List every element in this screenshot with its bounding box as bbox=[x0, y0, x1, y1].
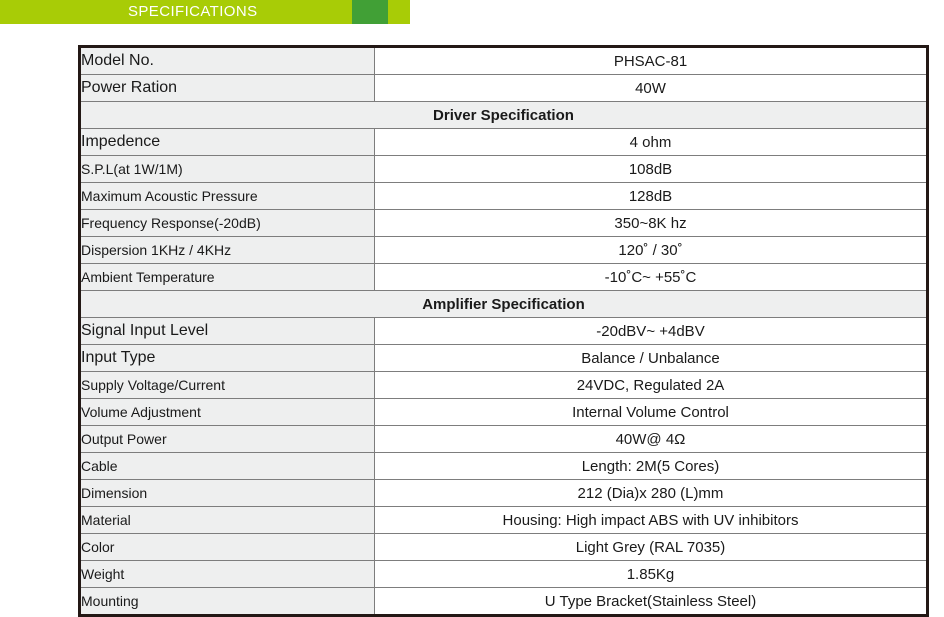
section-header-label: Amplifier Specification bbox=[80, 291, 928, 318]
spec-label: Weight bbox=[80, 561, 375, 588]
spec-label: Color bbox=[80, 534, 375, 561]
spec-value: Balance / Unbalance bbox=[375, 345, 928, 372]
table-row bbox=[80, 426, 928, 453]
spec-value: 128dB bbox=[375, 183, 928, 210]
spec-value: 40W bbox=[375, 75, 928, 102]
spec-label: Frequency Response(-20dB) bbox=[80, 210, 375, 237]
table-row bbox=[80, 264, 928, 291]
section-header-row bbox=[80, 291, 928, 318]
table-row bbox=[80, 210, 928, 237]
table-row bbox=[80, 372, 928, 399]
spec-value: 1.85Kg bbox=[375, 561, 928, 588]
spec-label: Dimension bbox=[80, 480, 375, 507]
spec-value: -20dBV~ +4dBV bbox=[375, 318, 928, 345]
table-row bbox=[80, 75, 928, 102]
spec-value: 108dB bbox=[375, 156, 928, 183]
spec-value: 120˚ / 30˚ bbox=[375, 237, 928, 264]
specifications-banner bbox=[0, 0, 410, 24]
table-row bbox=[80, 588, 928, 616]
specifications-table bbox=[78, 45, 929, 617]
spec-value: 24VDC, Regulated 2A bbox=[375, 372, 928, 399]
spec-value: Internal Volume Control bbox=[375, 399, 928, 426]
spec-value: 212 (Dia)x 280 (L)mm bbox=[375, 480, 928, 507]
table-row bbox=[80, 399, 928, 426]
spec-value: -10˚C~ +55˚C bbox=[375, 264, 928, 291]
spec-value: PHSAC-81 bbox=[375, 47, 928, 75]
spec-value: 4 ohm bbox=[375, 129, 928, 156]
spec-label: Dispersion 1KHz / 4KHz bbox=[80, 237, 375, 264]
spec-label: Impedence bbox=[80, 129, 375, 156]
spec-label: Model No. bbox=[80, 47, 375, 75]
spec-label: Input Type bbox=[80, 345, 375, 372]
spec-label: Material bbox=[80, 507, 375, 534]
table-row bbox=[80, 183, 928, 210]
spec-label: Power Ration bbox=[80, 75, 375, 102]
section-header-label: Driver Specification bbox=[80, 102, 928, 129]
specifications-table-container bbox=[78, 45, 926, 617]
spec-label: Mounting bbox=[80, 588, 375, 616]
specifications-table-body bbox=[80, 47, 928, 616]
spec-label: Ambient Temperature bbox=[80, 264, 375, 291]
spec-label: Volume Adjustment bbox=[80, 399, 375, 426]
table-row bbox=[80, 156, 928, 183]
spec-value: Length: 2M(5 Cores) bbox=[375, 453, 928, 480]
table-row bbox=[80, 318, 928, 345]
spec-label: Signal Input Level bbox=[80, 318, 375, 345]
table-row bbox=[80, 47, 928, 75]
spec-value: 40W@ 4Ω bbox=[375, 426, 928, 453]
spec-value: Light Grey (RAL 7035) bbox=[375, 534, 928, 561]
spec-value: Housing: High impact ABS with UV inhibitors bbox=[375, 507, 928, 534]
spec-label: Supply Voltage/Current bbox=[80, 372, 375, 399]
table-row bbox=[80, 507, 928, 534]
banner-accent-block bbox=[352, 0, 388, 24]
table-row bbox=[80, 237, 928, 264]
table-row bbox=[80, 129, 928, 156]
spec-label: Cable bbox=[80, 453, 375, 480]
table-row bbox=[80, 453, 928, 480]
table-row bbox=[80, 480, 928, 507]
spec-label: S.P.L(at 1W/1M) bbox=[80, 156, 375, 183]
spec-label: Output Power bbox=[80, 426, 375, 453]
table-row bbox=[80, 345, 928, 372]
banner-title: SPECIFICATIONS bbox=[128, 3, 258, 20]
spec-label: Maximum Acoustic Pressure bbox=[80, 183, 375, 210]
spec-value: 350~8K hz bbox=[375, 210, 928, 237]
table-row bbox=[80, 534, 928, 561]
section-header-row bbox=[80, 102, 928, 129]
table-row bbox=[80, 561, 928, 588]
spec-value: U Type Bracket(Stainless Steel) bbox=[375, 588, 928, 616]
